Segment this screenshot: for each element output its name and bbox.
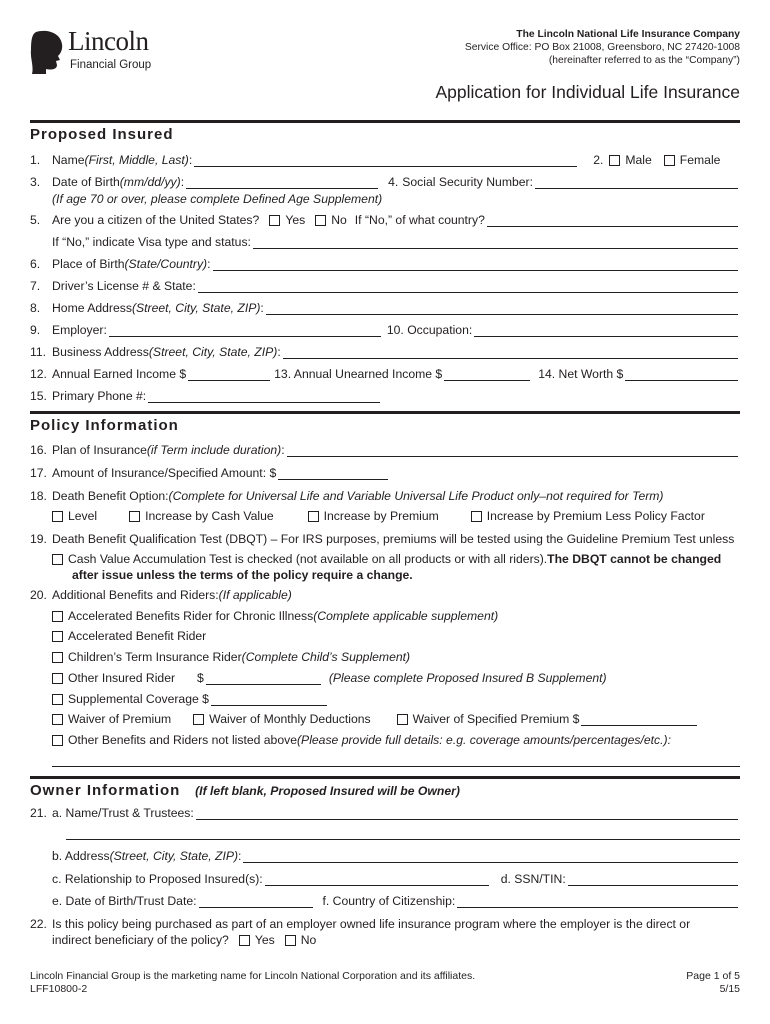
footer-left bbox=[30, 970, 475, 996]
section-heading-owner: Owner Information bbox=[30, 782, 181, 799]
logo bbox=[30, 26, 160, 76]
q16-plan-row: 16. Plan of Insurance (if Term include duration) : bbox=[30, 443, 740, 457]
option-level-checkbox[interactable] bbox=[52, 511, 63, 522]
citizen-yes-checkbox[interactable] bbox=[269, 215, 280, 226]
q6-birthplace-row: 6. Place of Birth (State/Country) : bbox=[30, 257, 740, 271]
unearned-income-field[interactable] bbox=[444, 369, 530, 381]
rider-chronic-checkbox[interactable] bbox=[52, 611, 63, 622]
company-address: Service Office: PO Box 21008, Greensboro, NC 27420-1008 bbox=[464, 42, 740, 53]
owner-heading-note: (If left blank, Proposed Insured will be Owner) bbox=[195, 784, 460, 798]
owner-address-field[interactable] bbox=[243, 851, 738, 863]
phone-field[interactable] bbox=[148, 391, 380, 403]
employer-owned-no-checkbox[interactable] bbox=[285, 935, 296, 946]
footer-form-number: LFF10800-2 bbox=[30, 983, 88, 995]
option-premium-checkbox[interactable] bbox=[308, 511, 319, 522]
company-referred: (hereinafter referred to as the “Company”) bbox=[548, 55, 740, 66]
logo-sub: Financial Group bbox=[70, 59, 152, 71]
lincoln-profile-icon bbox=[30, 30, 64, 74]
q5-citizen-row: 5. Are you a citizen of the United States? Yes No If “No,” of what country? bbox=[30, 213, 740, 227]
waiver-deductions-checkbox[interactable] bbox=[193, 714, 204, 725]
rider-waivers: Waiver of Premium Waiver of Monthly Deductions Waiver of Specified Premium $ bbox=[30, 712, 740, 726]
page-title: Application for Individual Life Insurance bbox=[435, 82, 740, 102]
footer-right bbox=[686, 970, 740, 996]
footer-page: Page 1 of 5 bbox=[686, 970, 740, 982]
q18-option-row: 18. Death Benefit Option: (Complete for Universal Life and Variable Universal Life Product only–not required for Term) bbox=[30, 489, 664, 503]
q11-business-address-row: 11. Business Address (Street, City, State, ZIP) : bbox=[30, 345, 740, 359]
other-insured-amount-field[interactable] bbox=[206, 673, 321, 685]
q7-license-row: 7. Driver’s License # & State: bbox=[30, 279, 740, 293]
dob-field[interactable] bbox=[186, 177, 378, 189]
q19-cv-row: Cash Value Accumulation Test is checked (not available on all products or with all riders). The DBQT cannot be changed bbox=[30, 552, 740, 566]
cvat-checkbox[interactable] bbox=[52, 554, 63, 565]
visa-field[interactable] bbox=[253, 237, 738, 249]
male-checkbox[interactable] bbox=[609, 155, 620, 166]
q19-cv-row2: after issue unless the terms of the policy require a change. bbox=[72, 568, 413, 582]
q8-address-row: 8. Home Address (Street, City, State, ZIP) : bbox=[30, 301, 740, 315]
q5-visa-row: If “No,” indicate Visa type and status: bbox=[30, 235, 740, 249]
rider-children-checkbox[interactable] bbox=[52, 652, 63, 663]
option-cash-checkbox[interactable] bbox=[129, 511, 140, 522]
citizen-no-checkbox[interactable] bbox=[315, 215, 326, 226]
birthplace-field[interactable] bbox=[213, 259, 738, 271]
rider-other-checkbox[interactable] bbox=[52, 735, 63, 746]
waiver-specified-checkbox[interactable] bbox=[397, 714, 408, 725]
q19-dbqt-row: 19. Death Benefit Qualification Test (DBQT) – For IRS purposes, premiums will be tested using the Guideline Premium Test unless bbox=[30, 532, 735, 546]
q3-dob-row: 3. Date of Birth (mm/dd/yy) : 4. Social Security Number: bbox=[30, 175, 740, 189]
q22-row2: indirect beneficiary of the policy? Yes No bbox=[52, 933, 317, 947]
earned-income-field[interactable] bbox=[188, 369, 270, 381]
q17-amount-row: 17. Amount of Insurance/Specified Amount: $ bbox=[30, 466, 740, 480]
rider-supplemental: Supplemental Coverage $ bbox=[30, 692, 740, 706]
owner-name-field[interactable] bbox=[196, 808, 738, 820]
rider-supplemental-checkbox[interactable] bbox=[52, 694, 63, 705]
employer-owned-yes-checkbox[interactable] bbox=[239, 935, 250, 946]
name-field[interactable] bbox=[194, 155, 577, 167]
q1-name-row: 1. Name (First, Middle, Last) : 2. Male Female bbox=[30, 153, 721, 167]
section-rule-owner bbox=[30, 776, 740, 779]
employer-field[interactable] bbox=[109, 325, 381, 337]
owner-dob-field[interactable] bbox=[199, 896, 313, 908]
q21a-row: 21. a. Name/Trust & Trustees: bbox=[30, 806, 740, 820]
rider-children: Children’s Term Insurance Rider (Complete Child’s Supplement) bbox=[30, 650, 740, 664]
logo-name: Lincoln bbox=[68, 26, 149, 56]
rider-chronic: Accelerated Benefits Rider for Chronic Illness (Complete applicable supplement) bbox=[30, 609, 740, 623]
q18-options: Level Increase by Cash Value Increase by Premium Increase by Premium Less Policy Factor bbox=[30, 509, 740, 523]
relationship-field[interactable] bbox=[265, 874, 489, 886]
rider-accelerated-checkbox[interactable] bbox=[52, 631, 63, 642]
section-heading-policy: Policy Information bbox=[30, 417, 179, 434]
q20-riders-row: 20. Additional Benefits and Riders: (If applicable) bbox=[30, 588, 292, 602]
plan-field[interactable] bbox=[287, 445, 738, 457]
q12-income-row: 12. Annual Earned Income $ 13. Annual Unearned Income $ 14. Net Worth $ bbox=[30, 367, 740, 381]
license-field[interactable] bbox=[198, 281, 738, 293]
owner-name-line2[interactable] bbox=[66, 839, 740, 840]
ssn-tin-field[interactable] bbox=[568, 874, 738, 886]
citizenship-field[interactable] bbox=[457, 896, 738, 908]
business-address-field[interactable] bbox=[283, 347, 738, 359]
net-worth-field[interactable] bbox=[625, 369, 738, 381]
waiver-premium-checkbox[interactable] bbox=[52, 714, 63, 725]
rider-other-insured-checkbox[interactable] bbox=[52, 673, 63, 684]
occupation-field[interactable] bbox=[474, 325, 738, 337]
q21e-row: e. Date of Birth/Trust Date: f. Country of Citizenship: bbox=[30, 894, 740, 908]
country-field[interactable] bbox=[487, 215, 738, 227]
other-riders-line[interactable] bbox=[52, 766, 740, 767]
female-checkbox[interactable] bbox=[664, 155, 675, 166]
rider-accelerated: Accelerated Benefit Rider bbox=[30, 629, 740, 643]
company-block bbox=[465, 28, 740, 67]
section-rule-proposed bbox=[30, 120, 740, 123]
q9-employer-row: 9. Employer: 10. Occupation: bbox=[30, 323, 740, 337]
footer-date: 5/15 bbox=[719, 983, 740, 995]
q21c-row: c. Relationship to Proposed Insured(s): d. SSN/TIN: bbox=[30, 872, 740, 886]
q15-phone-row: 15. Primary Phone #: bbox=[30, 389, 740, 403]
rider-other-insured: Other Insured Rider $ (Please complete Proposed Insured B Supplement) bbox=[30, 671, 740, 685]
q22-row: 22. Is this policy being purchased as part of an employer owned life insurance program where the employer is the direct or bbox=[30, 917, 691, 931]
section-rule-policy bbox=[30, 411, 740, 414]
amount-field[interactable] bbox=[278, 468, 388, 480]
rider-other: Other Benefits and Riders not listed above (Please provide full details: e.g. coverage amounts/percentages/etc.): bbox=[30, 733, 740, 747]
owner-heading-row bbox=[30, 782, 460, 799]
company-name: The Lincoln National Life Insurance Company bbox=[516, 29, 740, 40]
section-heading-proposed: Proposed Insured bbox=[30, 126, 174, 143]
waiver-specified-amount-field[interactable] bbox=[581, 714, 697, 726]
footer-marketing: Lincoln Financial Group is the marketing name for Lincoln National Corporation and its affiliates. bbox=[30, 970, 476, 982]
supplemental-amount-field[interactable] bbox=[211, 694, 327, 706]
option-less-checkbox[interactable] bbox=[471, 511, 482, 522]
ssn-field[interactable] bbox=[535, 177, 738, 189]
q3-note: (If age 70 or over, please complete Defined Age Supplement) bbox=[52, 192, 383, 206]
q21b-row: b. Address (Street, City, State, ZIP) : bbox=[30, 849, 740, 863]
home-address-field[interactable] bbox=[266, 303, 738, 315]
